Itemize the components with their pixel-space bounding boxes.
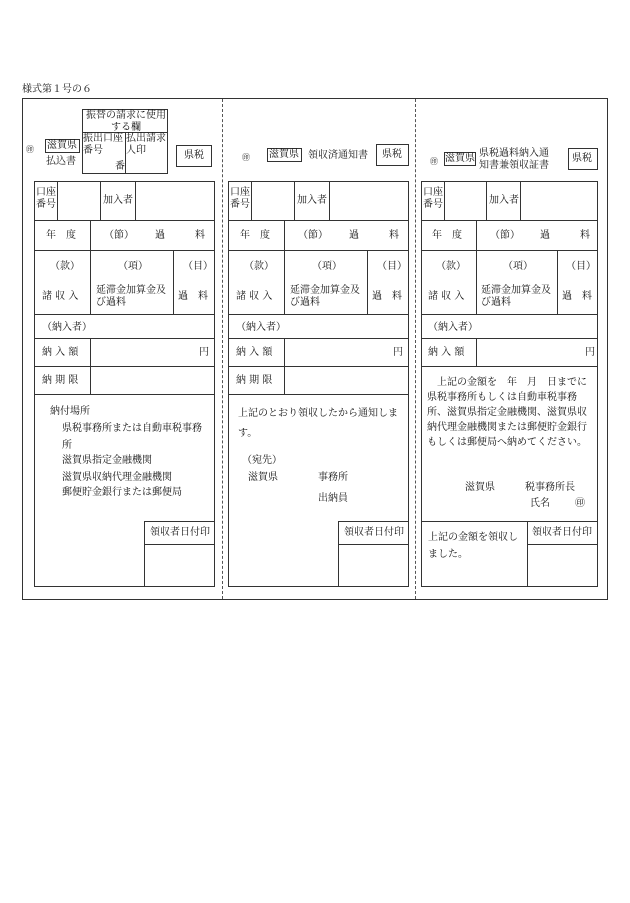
- tax-label: 県税: [382, 149, 402, 160]
- stamp-label: 領収者日付印: [344, 527, 404, 538]
- prefecture-label: 滋賀県: [445, 153, 475, 164]
- misc-income-label: 諸 収 入: [42, 291, 79, 302]
- yen-label: 円: [585, 347, 595, 358]
- section-label: （節）: [490, 230, 520, 241]
- surcharge-label: 過 料: [540, 230, 590, 241]
- prefecture-label: 滋賀県: [269, 149, 299, 160]
- receipt-notice-text: 上記のとおり領収したから通知します。: [238, 408, 398, 439]
- kou-label: （項）: [118, 261, 148, 272]
- stamp-label: 領収者日付印: [532, 527, 592, 538]
- sign-office-chief: 税事務所長: [525, 482, 575, 493]
- late-fee-item: 延滞金加算金及び過料: [96, 285, 166, 308]
- kan-label: （款）: [436, 261, 466, 272]
- yen-label: 円: [199, 347, 209, 358]
- kou-label: （項）: [312, 261, 342, 272]
- cut-line-1: [222, 99, 223, 599]
- withdraw-seal-label: 払出請求人印: [126, 133, 166, 156]
- addressee-office: 事務所: [318, 472, 348, 483]
- ban-label: 番: [115, 161, 125, 172]
- form-number: 様式第１号の６: [22, 84, 92, 95]
- notice-title-line1: 県税過料納入通: [479, 148, 549, 159]
- seal-mark-icon: ㊞: [242, 153, 250, 162]
- kan-label: （款）: [244, 261, 274, 272]
- pay-place-title: 納付場所: [50, 406, 90, 417]
- account-number-label: 口座 番号: [36, 187, 56, 210]
- payment-slip-label: 払込書: [46, 156, 76, 167]
- payment-instruction-text: 上記の金額を 年 月 日までに県税事務所もしくは自動車税事務所、滋賀県指定金融機関、滋賀県収納代理金融機関または郵便貯金銀行もしくは郵便局へ納めてください。: [427, 377, 587, 448]
- addressee-label: （宛先）: [242, 455, 282, 466]
- addressee-clerk: 出納員: [318, 493, 348, 504]
- pay-place-2: 滋賀県指定金融機関: [62, 455, 152, 466]
- moku-value: 過 料: [178, 291, 208, 302]
- yen-label: 円: [393, 347, 403, 358]
- section-label: （節）: [298, 230, 328, 241]
- late-fee-item: 延滞金加算金及び過料: [481, 285, 551, 308]
- moku-label: （目）: [566, 261, 596, 272]
- moku-label: （目）: [183, 261, 213, 272]
- amount-label: 納 入 額: [428, 347, 465, 358]
- account-number-label: 口座 番号: [230, 187, 250, 210]
- addressee-prefecture: 滋賀県: [248, 472, 278, 483]
- kou-label: （項）: [503, 261, 533, 272]
- moku-value: 過 料: [562, 291, 592, 302]
- pay-place-1: 県税事務所または自動車税事務所: [62, 423, 202, 451]
- sign-prefecture: 滋賀県: [465, 482, 495, 493]
- surcharge-label: 過 料: [155, 230, 205, 241]
- fiscal-year-label: 年 度: [46, 230, 76, 241]
- transfer-box-title: 振替の請求に使用する欄: [86, 110, 166, 133]
- fiscal-year-label: 年 度: [432, 230, 462, 241]
- seal-mark-icon: ㊞: [430, 157, 438, 166]
- sign-name-label: 氏名: [530, 498, 550, 509]
- kan-label: （款）: [50, 261, 80, 272]
- tax-label: 県税: [572, 153, 592, 164]
- subscriber-label: 加入者: [489, 195, 519, 206]
- cut-line-2: [415, 99, 416, 599]
- misc-income-label: 諸 収 入: [428, 291, 465, 302]
- sign-seal-icon: ㊞: [575, 498, 585, 509]
- deadline-label: 納 期 限: [236, 375, 273, 386]
- fiscal-year-label: 年 度: [240, 230, 270, 241]
- receipt-notice-title: 領収済通知書: [308, 150, 368, 161]
- notice-title-line2: 知書兼領収証書: [479, 160, 549, 171]
- pay-place-4: 郵便貯金銀行または郵便局: [62, 487, 182, 498]
- tax-label: 県税: [184, 150, 204, 161]
- payer-label: （納入者）: [42, 322, 92, 333]
- amount-label: 納 入 額: [236, 347, 273, 358]
- payer-label: （納入者）: [236, 322, 286, 333]
- late-fee-item: 延滞金加算金及び過料: [290, 285, 360, 308]
- moku-label: （目）: [377, 261, 407, 272]
- pay-place-3: 滋賀県収納代理金融機関: [62, 472, 172, 483]
- prefecture-label: 滋賀県: [47, 140, 77, 151]
- amount-label: 納 入 額: [42, 347, 79, 358]
- surcharge-label: 過 料: [349, 230, 399, 241]
- misc-income-label: 諸 収 入: [236, 291, 273, 302]
- section-label: （節）: [104, 230, 134, 241]
- payer-label: （納入者）: [428, 322, 478, 333]
- deadline-label: 納 期 限: [42, 375, 79, 386]
- received-text: 上記の金額を領収しました。: [428, 532, 518, 560]
- transfer-account-label: 振出口座番号: [83, 133, 123, 156]
- account-number-label: 口座 番号: [423, 187, 443, 210]
- subscriber-label: 加入者: [103, 195, 133, 206]
- seal-mark-icon: ㊞: [26, 145, 34, 154]
- moku-value: 過 料: [372, 291, 402, 302]
- subscriber-label: 加入者: [297, 195, 327, 206]
- stamp-label: 領収者日付印: [150, 527, 210, 538]
